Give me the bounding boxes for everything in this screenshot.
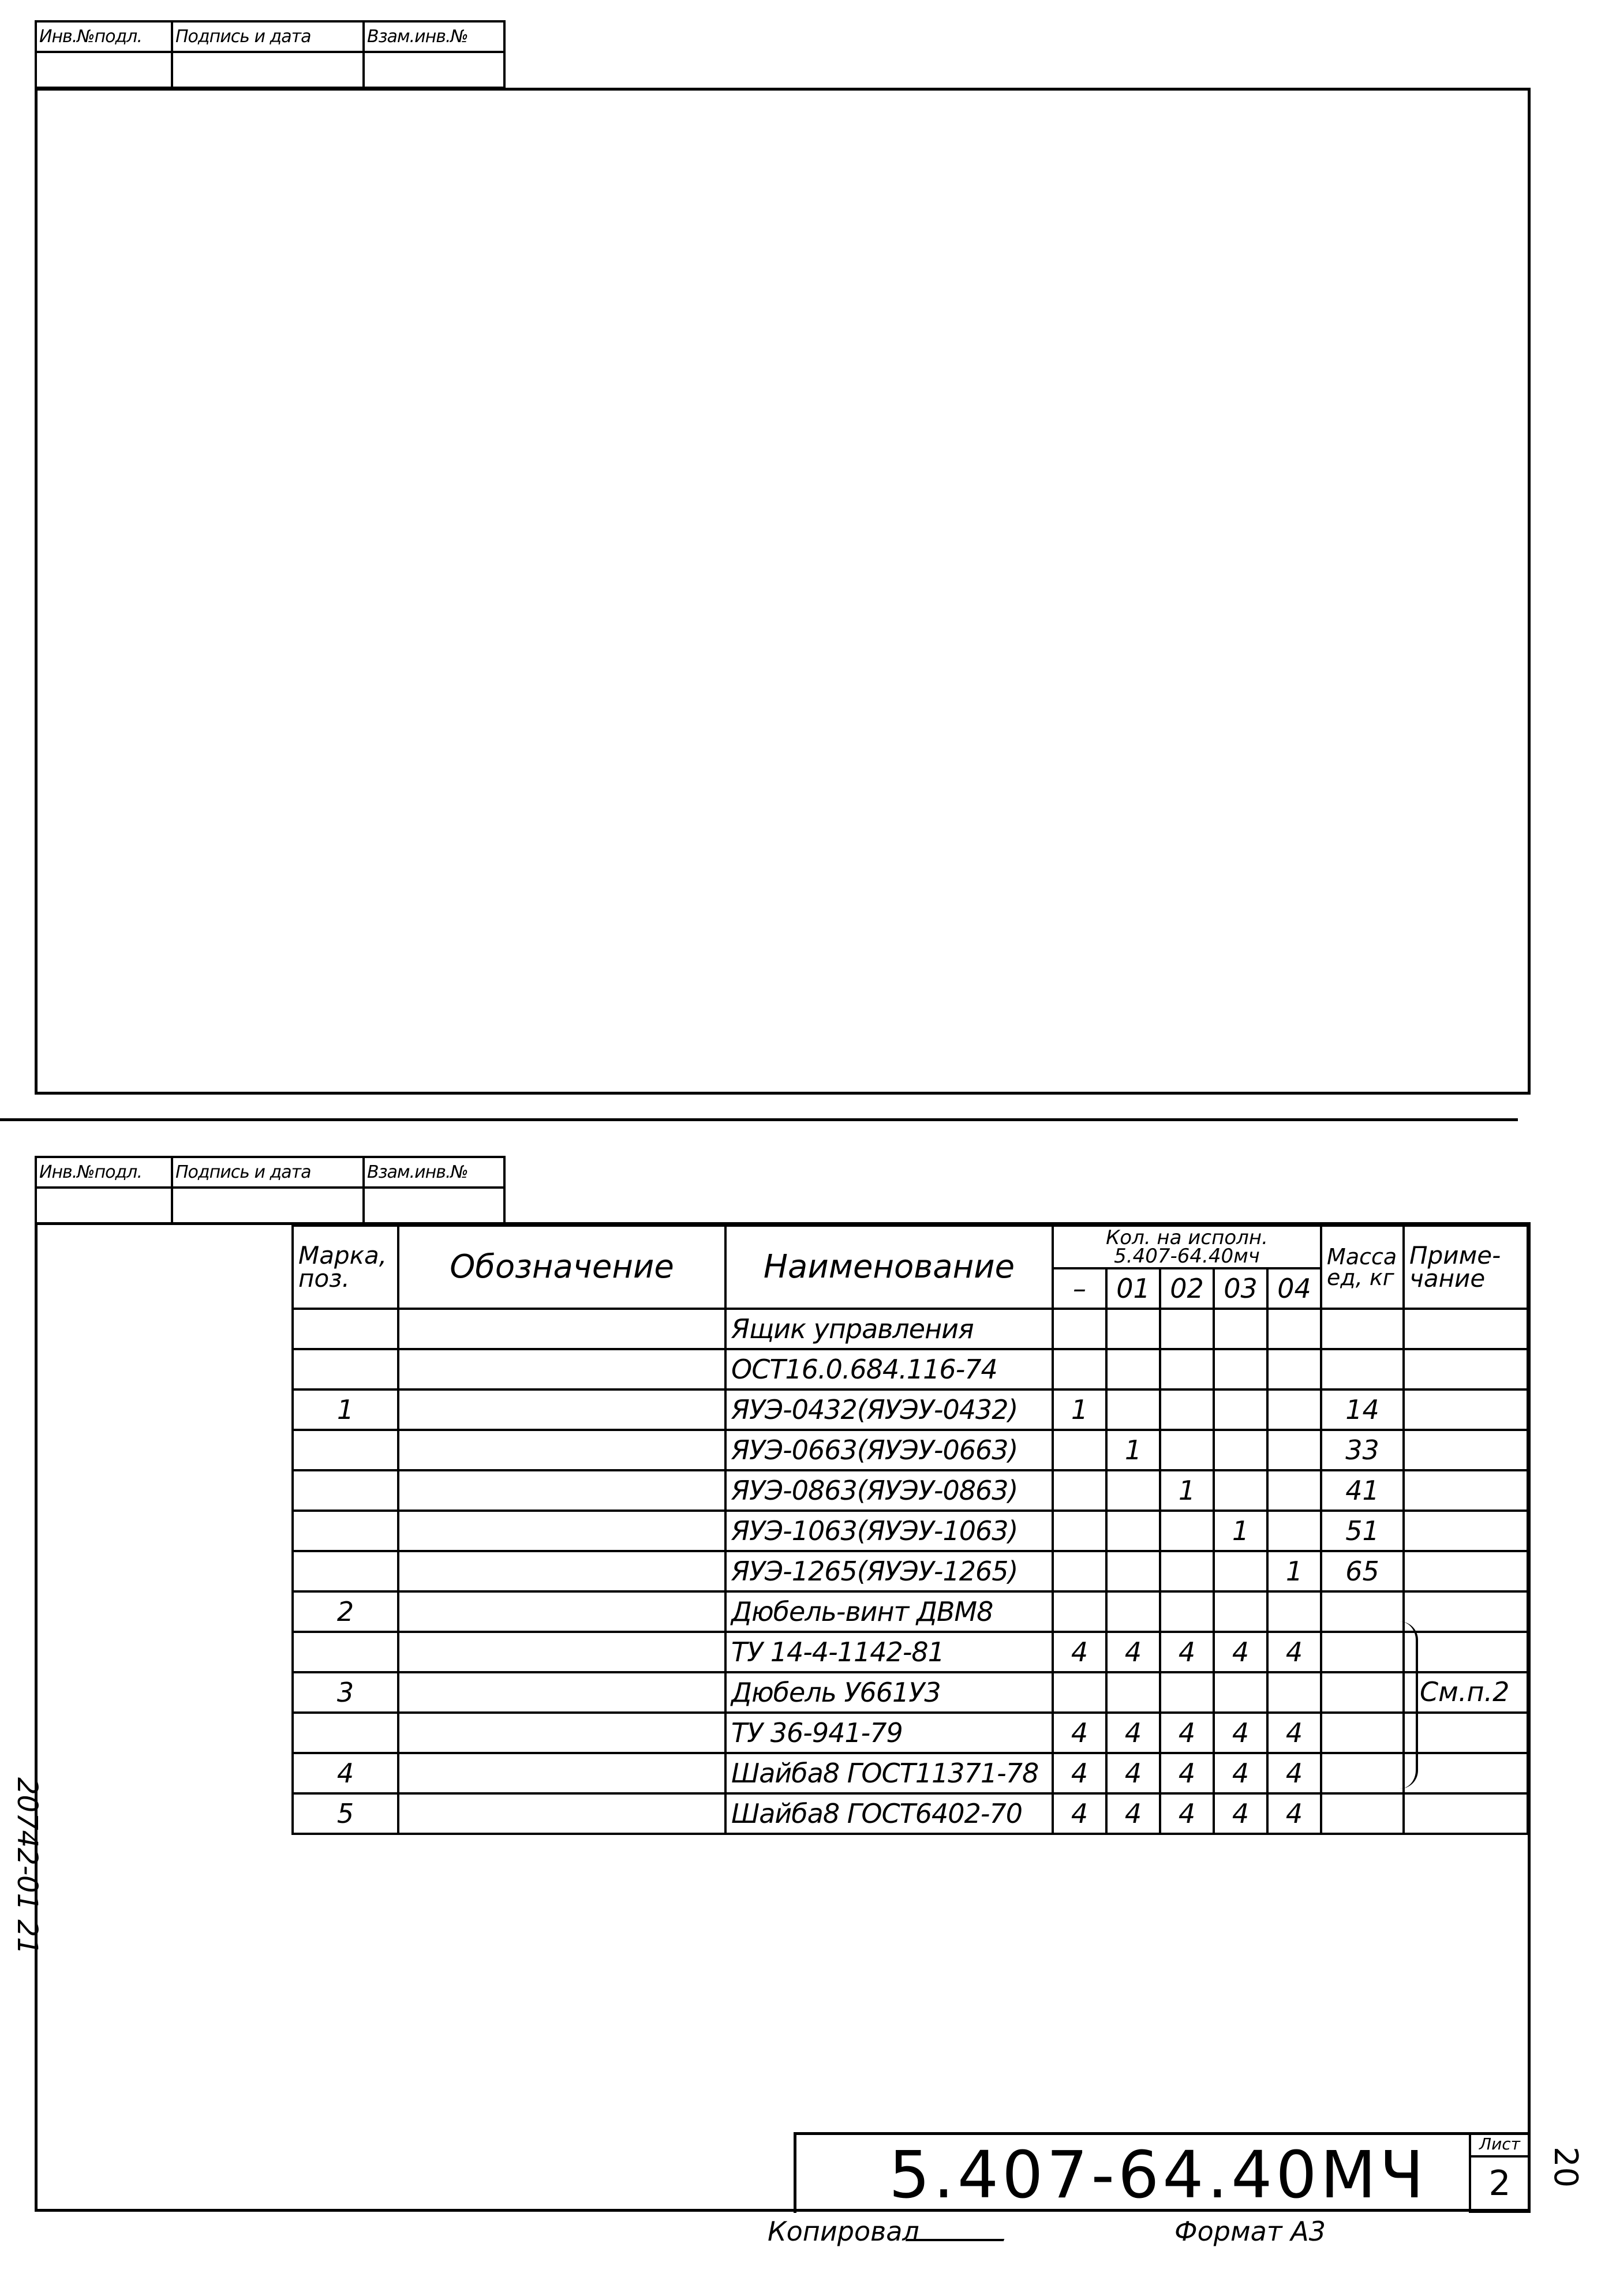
- cell-mass: 14: [1321, 1389, 1404, 1430]
- sheet-separator-line: [0, 1118, 1518, 1121]
- cell-qty: [1106, 1551, 1160, 1591]
- qty-col-02: 02: [1160, 1268, 1214, 1309]
- cell-note: [1404, 1753, 1528, 1793]
- cell-qty: [1160, 1389, 1214, 1430]
- cell-qty: [1267, 1430, 1321, 1470]
- cell-qty: [1053, 1309, 1106, 1349]
- cell-qty: 4: [1160, 1753, 1214, 1793]
- cell-qty: 1: [1106, 1430, 1160, 1470]
- cell-qty: [1106, 1470, 1160, 1511]
- cell-qty: [1214, 1551, 1267, 1591]
- cell-qty: 4: [1267, 1713, 1321, 1753]
- cell-mass: 51: [1321, 1511, 1404, 1551]
- cell-qty: [1214, 1591, 1267, 1632]
- document-code: 5.407-64.40МЧ: [889, 2138, 1428, 2213]
- cell-qty: 4: [1053, 1632, 1106, 1672]
- upper-stamp-signature-date: Подпись и дата: [173, 23, 365, 53]
- cell-note: [1404, 1389, 1528, 1430]
- sheet-number: 2: [1488, 2163, 1511, 2204]
- cell-qty: [1267, 1591, 1321, 1632]
- cell-mark: 3: [293, 1672, 398, 1713]
- cell-qty: 1: [1214, 1511, 1267, 1551]
- cell-name: Дюбель-винт ДВМ8: [725, 1591, 1053, 1632]
- sheet-number-box: [1469, 2132, 1531, 2213]
- cell-note: [1404, 1430, 1528, 1470]
- cell-qty: [1053, 1591, 1106, 1632]
- cell-mass: 41: [1321, 1470, 1404, 1511]
- cell-qty: 1: [1160, 1470, 1214, 1511]
- cell-qty: 4: [1267, 1753, 1321, 1793]
- cell-qty: 4: [1214, 1753, 1267, 1793]
- cell-name: ЯУЭ-1063(ЯУЭУ-1063): [725, 1511, 1053, 1551]
- cell-qty: [1160, 1511, 1214, 1551]
- cell-qty: [1106, 1511, 1160, 1551]
- cell-qty: 4: [1106, 1753, 1160, 1793]
- specification-table: [291, 1224, 1529, 1835]
- cell-note: [1404, 1511, 1528, 1551]
- cell-qty: 4: [1214, 1632, 1267, 1672]
- cell-qty: 4: [1160, 1793, 1214, 1834]
- cell-note: [1404, 1551, 1528, 1591]
- cell-mark: [293, 1713, 398, 1753]
- cell-mass: [1321, 1753, 1404, 1793]
- table-row: [293, 1713, 1528, 1753]
- cell-mark: [293, 1632, 398, 1672]
- cell-mass: [1321, 1672, 1404, 1713]
- cell-qty: [1214, 1349, 1267, 1389]
- lower-stamp-cell: [173, 1189, 365, 1224]
- side-archive-number: 20742-01 21: [11, 1777, 43, 1955]
- table-row: [293, 1349, 1528, 1389]
- upper-stamp-box: [35, 20, 506, 89]
- cell-qty: [1053, 1470, 1106, 1511]
- col-header-mark: Марка, поз.: [293, 1226, 398, 1309]
- qty-title: Кол. на исполн.: [1106, 1226, 1268, 1249]
- cell-name: Дюбель У661У3: [725, 1672, 1053, 1713]
- cell-designation: [398, 1591, 725, 1632]
- cell-name: ЯУЭ-0663(ЯУЭУ-0663): [725, 1430, 1053, 1470]
- cell-qty: [1106, 1389, 1160, 1430]
- cell-note: [1404, 1793, 1528, 1834]
- cell-designation: [398, 1349, 725, 1389]
- cell-qty: 4: [1267, 1793, 1321, 1834]
- upper-stamp-cell: [365, 53, 503, 89]
- cell-qty: [1214, 1672, 1267, 1713]
- cell-designation: [398, 1551, 725, 1591]
- lower-stamp-cell: [365, 1189, 503, 1224]
- cell-qty: 4: [1214, 1793, 1267, 1834]
- cell-qty: [1106, 1349, 1160, 1389]
- cell-qty: 4: [1160, 1632, 1214, 1672]
- table-row: [293, 1591, 1528, 1632]
- cell-qty: 1: [1267, 1551, 1321, 1591]
- cell-qty: [1267, 1389, 1321, 1430]
- cell-mass: 33: [1321, 1430, 1404, 1470]
- upper-sheet-frame: [35, 88, 1531, 1095]
- cell-qty: [1267, 1511, 1321, 1551]
- cell-qty: [1053, 1349, 1106, 1389]
- cell-qty: 4: [1053, 1753, 1106, 1793]
- col-header-name: Наименование: [725, 1226, 1053, 1309]
- sheet-label: Лист: [1471, 2134, 1528, 2158]
- cell-name: Ящик управления: [725, 1309, 1053, 1349]
- cell-designation: [398, 1430, 725, 1470]
- cell-mass: [1321, 1793, 1404, 1834]
- cell-qty: [1214, 1309, 1267, 1349]
- cell-qty: 4: [1106, 1713, 1160, 1753]
- table-row: [293, 1551, 1528, 1591]
- table-row: [293, 1793, 1528, 1834]
- cell-qty: [1053, 1672, 1106, 1713]
- cell-mass: [1321, 1632, 1404, 1672]
- cell-mark: [293, 1349, 398, 1389]
- cell-qty: [1214, 1470, 1267, 1511]
- cell-designation: [398, 1389, 725, 1430]
- cell-note: [1404, 1591, 1528, 1632]
- cell-qty: [1160, 1430, 1214, 1470]
- cell-designation: [398, 1793, 725, 1834]
- cell-qty: 4: [1053, 1793, 1106, 1834]
- cell-mark: [293, 1309, 398, 1349]
- cell-designation: [398, 1632, 725, 1672]
- cell-designation: [398, 1672, 725, 1713]
- cell-designation: [398, 1753, 725, 1793]
- table-row: [293, 1389, 1528, 1430]
- cell-qty: [1106, 1672, 1160, 1713]
- lower-stamp-replace-inv: Взам.инв.№: [365, 1158, 503, 1189]
- cell-mass: [1321, 1349, 1404, 1389]
- page-number: 20: [1547, 2147, 1584, 2188]
- cell-mass: [1321, 1309, 1404, 1349]
- cell-qty: [1053, 1551, 1106, 1591]
- cell-note: [1404, 1632, 1528, 1672]
- cell-name: Шайба8 ГОСТ11371-78: [725, 1753, 1053, 1793]
- cell-mark: 1: [293, 1389, 398, 1430]
- cell-qty: [1160, 1672, 1214, 1713]
- cell-name: ЯУЭ-0432(ЯУЭУ-0432): [725, 1389, 1053, 1430]
- cell-qty: 4: [1160, 1713, 1214, 1753]
- format-label: Формат А3: [1174, 2216, 1326, 2247]
- qty-col-04: 04: [1267, 1268, 1321, 1309]
- table-body: [293, 1309, 1528, 1834]
- cell-qty: [1267, 1470, 1321, 1511]
- upper-stamp-inv-no: Инв.№подл.: [37, 23, 173, 53]
- cell-designation: [398, 1713, 725, 1753]
- cell-mark: [293, 1430, 398, 1470]
- lower-stamp-inv-no: Инв.№подл.: [37, 1158, 173, 1189]
- cell-qty: [1106, 1309, 1160, 1349]
- col-header-mass: Масса ед, кг: [1321, 1226, 1404, 1309]
- cell-qty: 4: [1214, 1713, 1267, 1753]
- cell-qty: [1267, 1309, 1321, 1349]
- cell-qty: [1053, 1511, 1106, 1551]
- table-row: [293, 1672, 1528, 1713]
- cell-designation: [398, 1470, 725, 1511]
- cell-name: ЯУЭ-1265(ЯУЭУ-1265): [725, 1551, 1053, 1591]
- cell-name: ЯУЭ-0863(ЯУЭУ-0863): [725, 1470, 1053, 1511]
- cell-note: [1404, 1309, 1528, 1349]
- cell-qty: 4: [1106, 1793, 1160, 1834]
- cell-mark: 2: [293, 1591, 398, 1632]
- cell-mark: [293, 1470, 398, 1511]
- note-brace: [1400, 1621, 1418, 1789]
- cell-name: ТУ 14-4-1142-81: [725, 1632, 1053, 1672]
- qty-doc: 5.407-64.40мч: [1114, 1245, 1260, 1268]
- cell-qty: [1267, 1672, 1321, 1713]
- lower-stamp-signature-date: Подпись и дата: [173, 1158, 365, 1189]
- table-row: [293, 1632, 1528, 1672]
- qty-col-01: 01: [1106, 1268, 1160, 1309]
- cell-qty: [1214, 1389, 1267, 1430]
- cell-qty: [1214, 1430, 1267, 1470]
- lower-stamp-cell: [37, 1189, 173, 1224]
- table-row: [293, 1430, 1528, 1470]
- cell-qty: 4: [1106, 1632, 1160, 1672]
- qty-col-03: 03: [1214, 1268, 1267, 1309]
- cell-mass: [1321, 1591, 1404, 1632]
- cell-qty: 4: [1267, 1632, 1321, 1672]
- cell-name: Шайба8 ГОСТ6402-70: [725, 1793, 1053, 1834]
- cell-name: ТУ 36-941-79: [725, 1713, 1053, 1753]
- table-row: [293, 1470, 1528, 1511]
- cell-mark: [293, 1551, 398, 1591]
- cell-qty: [1106, 1591, 1160, 1632]
- upper-stamp-replace-inv: Взам.инв.№: [365, 23, 503, 53]
- cell-qty: [1053, 1430, 1106, 1470]
- cell-name: ОСТ16.0.684.116-74: [725, 1349, 1053, 1389]
- cell-qty: 1: [1053, 1389, 1106, 1430]
- upper-stamp-cell: [37, 53, 173, 89]
- cell-mark: 4: [293, 1753, 398, 1793]
- col-header-note: Приме- чание: [1404, 1226, 1528, 1309]
- cell-mass: [1321, 1713, 1404, 1753]
- cell-qty: [1160, 1551, 1214, 1591]
- table-header-row-1: [293, 1226, 1528, 1268]
- cell-designation: [398, 1511, 725, 1551]
- cell-qty: [1160, 1591, 1214, 1632]
- cell-designation: [398, 1309, 725, 1349]
- cell-note: [1404, 1349, 1528, 1389]
- col-header-quantity: [1053, 1226, 1321, 1268]
- cell-qty: [1160, 1309, 1214, 1349]
- cell-qty: 4: [1053, 1713, 1106, 1753]
- upper-stamp-cell: [173, 53, 365, 89]
- copied-label: Копировал: [768, 2216, 919, 2247]
- note-text: См.п.2: [1420, 1676, 1510, 1707]
- copied-signature: [906, 2222, 1011, 2241]
- cell-mass: 65: [1321, 1551, 1404, 1591]
- cell-qty: [1160, 1349, 1214, 1389]
- cell-note: [1404, 1713, 1528, 1753]
- table-row: [293, 1309, 1528, 1349]
- cell-qty: [1267, 1349, 1321, 1389]
- table-row: [293, 1511, 1528, 1551]
- cell-mark: 5: [293, 1793, 398, 1834]
- cell-mark: [293, 1511, 398, 1551]
- col-header-designation: Обозначение: [398, 1226, 725, 1309]
- cell-note: [1404, 1470, 1528, 1511]
- lower-stamp-box: [35, 1156, 506, 1224]
- table-row: [293, 1753, 1528, 1793]
- qty-col-base: –: [1053, 1268, 1106, 1309]
